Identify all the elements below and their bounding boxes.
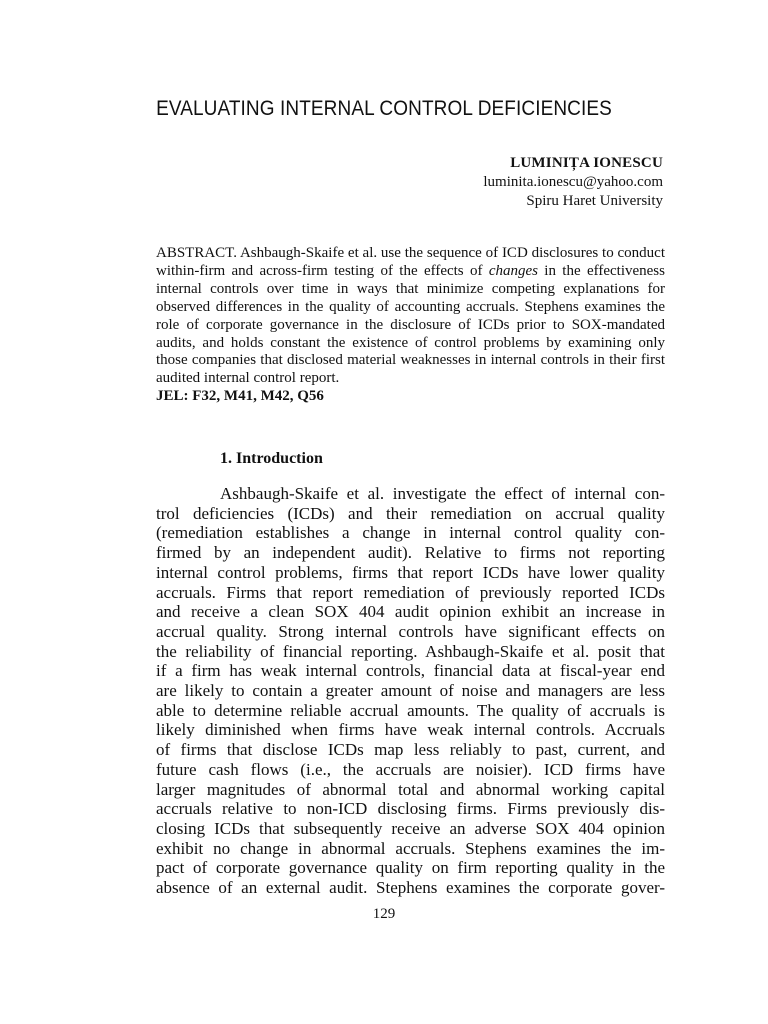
body-line: larger magnitudes of abnormal total and abnormal working capital	[156, 779, 665, 799]
body-line: likely diminished when firms have weak internal controls. Accruals	[156, 720, 665, 740]
body-line: able to determine reliable accrual amounts. The quality of accruals is	[156, 700, 665, 720]
abstract-text-part2: in the effectiveness internal controls over time in ways that minimize competing explanations for observed differences in the quality of accounting accruals. Stephens examines the role of corporate governance in the disclosure of ICDs prior to SOX-mandated audits, and holds constant the existence of control problems by examining only those companies that disclosed material weaknesses in internal controls in their first audited internal control report.	[156, 262, 665, 387]
body-line: internal control problems, firms that report ICDs have lower quality	[156, 562, 665, 582]
body-line: of firms that disclose ICDs map less reliably to past, current, and	[156, 740, 665, 760]
body-line: Ashbaugh-Skaife et al. investigate the effect of internal con-	[220, 484, 665, 503]
body-line: firmed by an independent audit). Relative to firms not reporting	[156, 543, 665, 563]
abstract	[156, 245, 665, 388]
body-line: are likely to contain a greater amount of noise and managers are less	[156, 681, 665, 701]
abstract-emphasis: changes	[488, 262, 538, 279]
body-line: closing ICDs that subsequently receive an adverse SOX 404 opinion	[156, 818, 665, 838]
body-line: and receive a clean SOX 404 audit opinion exhibit an increase in	[156, 602, 665, 622]
body-line: pact of corporate governance quality on firm reporting quality in the	[156, 858, 665, 878]
body-line: absence of an external audit. Stephens examines the corporate gover-	[156, 878, 665, 898]
body-line: accruals relative to non-ICD disclosing firms. Firms previously dis-	[156, 799, 665, 819]
body-text	[156, 484, 665, 898]
body-line: trol deficiencies (ICDs) and their remediation on accrual quality	[156, 503, 665, 523]
author-email: luminita.ionescu@yahoo.com	[483, 174, 663, 190]
author-name: LUMINIȚA IONESCU	[510, 155, 663, 171]
author-affiliation: Spiru Haret University	[526, 193, 663, 209]
body-line: accruals. Firms that report remediation of previously reported ICDs	[156, 582, 665, 602]
author-block	[483, 154, 663, 211]
body-line: (remediation establishes a change in internal control quality con-	[156, 523, 665, 543]
body-line: accrual quality. Strong internal controls have significant effects on	[156, 621, 665, 641]
page-number: 129	[372, 906, 396, 922]
body-line: if a firm has weak internal controls, financial data at fiscal-year end	[156, 661, 665, 681]
jel-codes: JEL: F32, M41, M42, Q56	[156, 388, 324, 404]
body-line: future cash flows (i.e., the accruals are noisier). ICD firms have	[156, 759, 665, 779]
body-line: exhibit no change in abnormal accruals. Stephens examines the im-	[156, 838, 665, 858]
body-line: the reliability of financial reporting. Ashbaugh-Skaife et al. posit that	[156, 641, 665, 661]
paper-title: EVALUATING INTERNAL CONTROL DEFICIENCIES	[156, 97, 612, 121]
abstract-text-part1: ABSTRACT. Ashbaugh-Skaife et al. use the sequence of ICD disclosures to conduct within-firm and across-firm testing of the effects of	[156, 245, 665, 279]
section-heading: 1. Introduction	[220, 450, 323, 467]
